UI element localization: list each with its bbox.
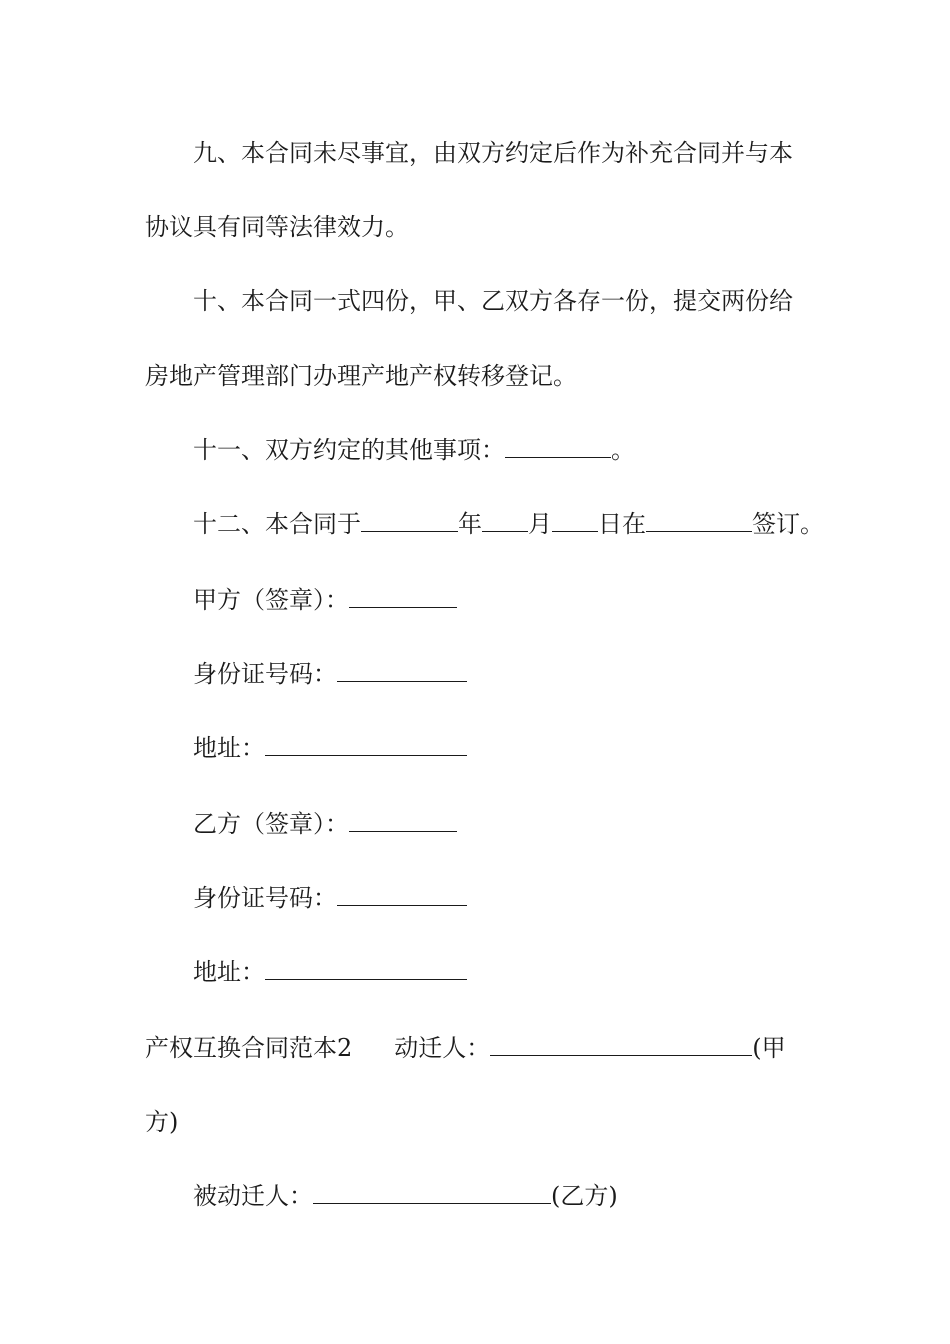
party-a-sign-label: 甲方（签章）：: [193, 586, 349, 614]
clause-9-line-1: 九、本合同未尽事宜，由双方约定后作为补充合同并与本: [193, 139, 793, 167]
sign-place-blank[interactable]: [646, 509, 752, 532]
party-a-signature: [193, 585, 457, 615]
signed-label: 签订。: [752, 510, 824, 538]
party-b-id: [193, 883, 467, 913]
party-a-sign-blank[interactable]: [349, 585, 457, 608]
clause-9-line-2: 协议具有同等法律效力。: [145, 213, 409, 241]
party-b-sign-blank[interactable]: [349, 809, 457, 832]
year-label: 年: [458, 510, 482, 538]
party-b-id-label: 身份证号码：: [193, 884, 337, 912]
party-b-signature: [193, 809, 457, 839]
party-a-id-label: 身份证号码：: [193, 660, 337, 688]
clause-12-label: 十二、本合同于: [193, 510, 361, 538]
mover-party-tag-cont: 方): [145, 1108, 179, 1136]
party-b-address: [193, 957, 467, 987]
party-b-sign-label: 乙方（签章）：: [193, 810, 349, 838]
party-a-id: [193, 659, 467, 689]
clause-11-label: 十一、双方约定的其他事项：: [193, 436, 505, 464]
sign-month-blank[interactable]: [482, 509, 528, 532]
mover-label: 动迁人：: [394, 1034, 491, 1062]
party-b-address-label: 地址：: [193, 958, 265, 986]
party-a-id-blank[interactable]: [337, 659, 467, 682]
moved-label: 被动迁人：: [193, 1182, 313, 1210]
sign-year-blank[interactable]: [361, 509, 458, 532]
mover-name-blank[interactable]: [490, 1033, 752, 1056]
moved-party-line: [193, 1181, 618, 1211]
party-a-address: [193, 733, 467, 763]
moved-party-tag: (乙方): [551, 1182, 618, 1210]
clause-11-period: 。: [611, 436, 635, 464]
sign-day-blank[interactable]: [552, 509, 598, 532]
other-matters-blank[interactable]: [505, 435, 611, 458]
mover-party-tag: (甲: [752, 1034, 786, 1062]
day-label: 日在: [598, 510, 646, 538]
month-label: 月: [528, 510, 552, 538]
party-b-address-blank[interactable]: [265, 957, 467, 980]
party-a-address-label: 地址：: [193, 734, 265, 762]
clause-11: [193, 435, 635, 465]
sample-2-title: 产权互换合同范本2: [145, 1034, 353, 1062]
moved-name-blank[interactable]: [313, 1181, 551, 1204]
sample-2-header: [145, 1033, 786, 1063]
clause-10-line-2: 房地产管理部门办理产地产权转移登记。: [145, 362, 577, 390]
party-b-id-blank[interactable]: [337, 883, 467, 906]
clause-12: [193, 509, 824, 539]
party-a-address-blank[interactable]: [265, 733, 467, 756]
clause-10-line-1: 十、本合同一式四份，甲、乙双方各存一份，提交两份给: [193, 287, 793, 315]
